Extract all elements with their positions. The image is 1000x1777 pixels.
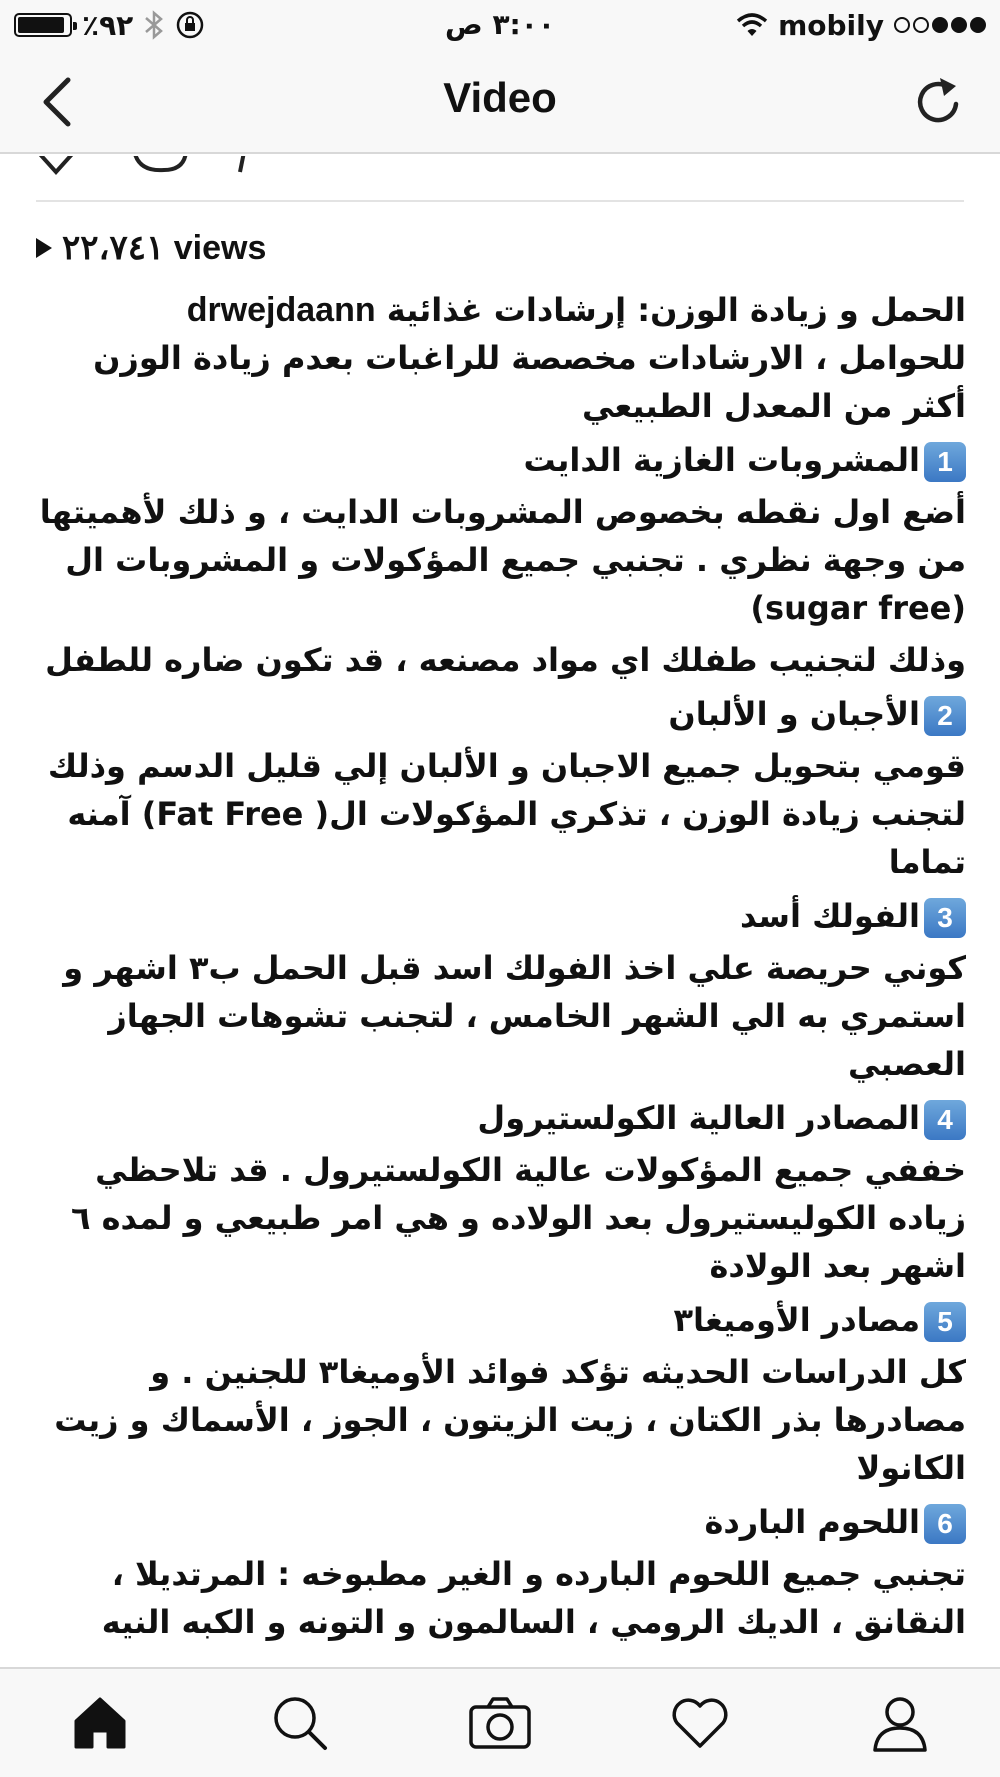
section-heading <box>34 892 966 940</box>
heart-icon <box>670 1696 730 1750</box>
signal-dot <box>913 17 929 33</box>
section-heading-text: المصادر العالية الكولستيرول <box>477 1099 920 1137</box>
section-heading <box>34 1498 966 1546</box>
section-heading-text: اللحوم الباردة <box>704 1503 920 1541</box>
section-body: كل الدراسات الحديثه تؤكد فوائد الأوميغا٣ للجنين . و مصادرها بذر الكتان ، زيت الزيتون ، الجوز ، الأسماك و زيت الكانولا <box>43 1353 966 1487</box>
caption-intro-text-2: للحوامل ، الارشادات مخصصة للراغبات بعدم زيادة الوزن أكثر من المعدل الطبيعي <box>81 339 966 425</box>
battery-percent: ٪٩٢ <box>82 8 134 42</box>
divider <box>36 200 964 202</box>
search-icon <box>271 1694 329 1752</box>
number-badge-1: 1 <box>924 442 966 482</box>
post-content <box>0 156 1000 1668</box>
caption-intro-text: الحمل و زيادة الوزن: إرشادات غذائية <box>386 291 966 329</box>
tab-profile[interactable] <box>865 1688 935 1758</box>
status-bar <box>0 0 1000 50</box>
signal-dot <box>970 17 986 33</box>
section-body-2: وذلك لتجنيب طفلك اي مواد مصنعه ، قد تكون ضاره للطفل <box>45 641 966 679</box>
camera-icon <box>468 1695 532 1751</box>
number-badge-2: 2 <box>924 696 966 736</box>
wifi-icon <box>736 12 768 38</box>
signal-dot <box>932 17 948 33</box>
refresh-icon[interactable] <box>910 74 966 130</box>
tab-activity[interactable] <box>665 1688 735 1758</box>
play-icon <box>36 238 52 258</box>
number-badge-6: 6 <box>924 1504 966 1544</box>
status-time: ٣:٠٠ ص <box>445 8 555 41</box>
navigation-bar <box>0 50 1000 154</box>
number-badge-3: 3 <box>924 898 966 938</box>
comment-icon <box>134 156 186 170</box>
section-body: قومي بتحويل جميع الاجبان و الألبان إلي قليل الدسم وذلك لتجنب زيادة الوزن ، تذكري المؤكولات ال( Fat Free) آمنه تماما <box>36 747 966 881</box>
carrier-name: mobily <box>778 8 884 42</box>
section-heading-text: الفولك أسد <box>740 897 920 935</box>
number-badge-4: 4 <box>924 1100 966 1140</box>
tab-camera[interactable] <box>465 1688 535 1758</box>
views-count[interactable] <box>36 228 266 268</box>
action-row <box>34 156 294 182</box>
section-heading-text: الأجبان و الألبان <box>668 695 920 733</box>
post-caption <box>28 286 966 1652</box>
section-body: خففي جميع المؤكولات عالية الكولستيرول . قد تلاحظي زياده الكوليستيرول بعد الولاده و هي امر طبيعي و لمده ٦ اشهر بعد الولادة <box>59 1151 966 1285</box>
section-heading <box>34 436 966 484</box>
section-heading <box>34 1296 966 1344</box>
section-body: أضع اول نقطه بخصوص المشروبات الدايت ، و ذلك لأهميتها من وجهة نظري . تجنبي جميع المؤكولات و المشروبات ال (sugar free) <box>28 493 966 627</box>
page-title: Video <box>443 74 557 121</box>
section-heading <box>34 690 966 738</box>
section-heading-text: المشروبات الغازية الدايت <box>523 441 920 479</box>
share-icon <box>240 156 244 172</box>
section-body: كوني حريصة علي اخذ الفولك اسد قبل الحمل ب٣ اشهر و استمري به الي الشهر الخامس ، لتجنب تشوهات الجهاز العصبي <box>52 949 966 1083</box>
views-label: ٢٢،٧٤١ views <box>62 229 267 267</box>
tab-bar <box>0 1667 1000 1777</box>
section-body: تجنبي جميع اللحوم البارده و الغير مطبوخه : المرتديلا ، النقانق ، الديك الرومي ، السالمون و التونه و الكبه النيه <box>100 1555 966 1641</box>
section-heading-text: مصادر الأوميغا٣ <box>673 1301 920 1339</box>
section-heading <box>34 1094 966 1142</box>
number-badge-5: 5 <box>924 1302 966 1342</box>
signal-strength-icon <box>894 17 986 33</box>
signal-dot <box>894 17 910 33</box>
home-icon <box>70 1695 130 1751</box>
like-icon <box>38 156 74 172</box>
caption-intro <box>34 286 966 430</box>
signal-dot <box>951 17 967 33</box>
tab-search[interactable] <box>265 1688 335 1758</box>
tab-home[interactable] <box>65 1688 135 1758</box>
profile-icon <box>871 1694 929 1752</box>
username-link[interactable]: drwejdaann <box>186 291 376 329</box>
status-right <box>736 8 986 42</box>
